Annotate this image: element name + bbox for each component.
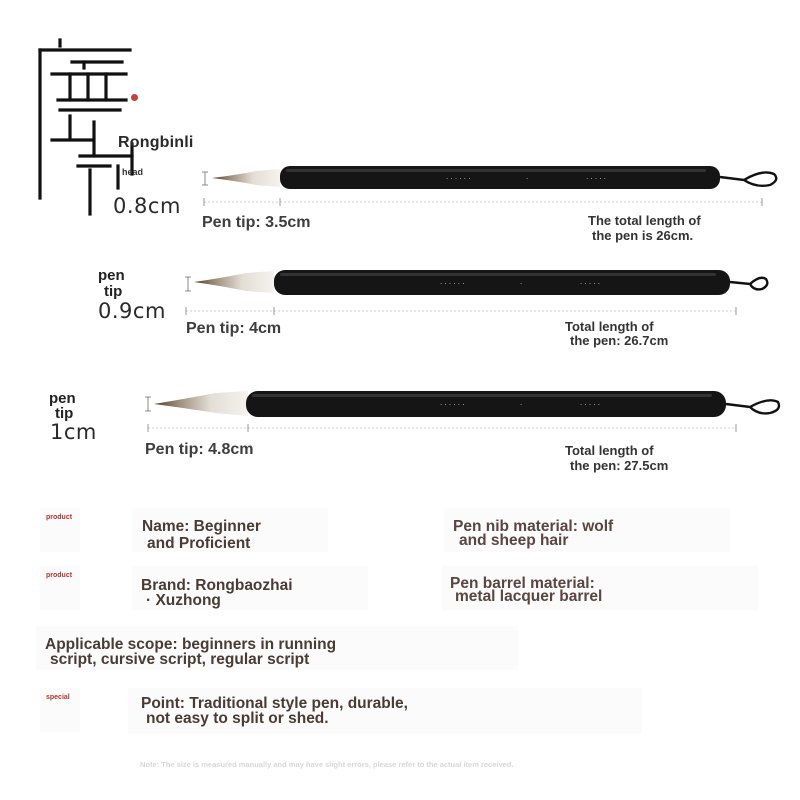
pen-2-tip-label-2: tip xyxy=(104,283,123,300)
svg-text:·: · xyxy=(520,280,523,288)
seal-dot xyxy=(131,94,138,101)
brush-pen-3 xyxy=(140,388,785,438)
pen-2-tip-size: 0.9cm xyxy=(98,299,166,323)
spec-barrel-2: metal lacquer barrel xyxy=(455,588,603,605)
pen-1-total-length-2: the pen is 26cm. xyxy=(592,228,694,243)
head-label: head xyxy=(122,167,144,177)
brush-pen-2 xyxy=(180,265,780,320)
svg-text:· · · · ·: · · · · · xyxy=(580,280,601,288)
pen-1-tip-size: 0.8cm xyxy=(113,194,181,218)
svg-text:·: · xyxy=(526,175,529,183)
svg-text:· · · · · ·: · · · · · · xyxy=(440,280,465,288)
pen-3-tip-size: 1cm xyxy=(50,420,97,444)
spec-name-2: and Proficient xyxy=(147,535,251,552)
spec-brand-2: · Xuzhong xyxy=(146,592,221,609)
spec-brand-1: Brand: Rongbaozhai xyxy=(141,577,293,594)
spec-point-1: Point: Traditional style pen, durable, xyxy=(141,695,408,712)
pen-1-total-length-1: The total length of xyxy=(588,213,701,228)
spec-nib-2: and sheep hair xyxy=(459,532,569,549)
pen-3-total-length-1: Total length of xyxy=(565,443,654,458)
brand-name: Rongbinli xyxy=(118,134,194,151)
svg-text:· · · · · ·: · · · · · · xyxy=(440,401,465,409)
spec-point-2: not easy to split or shed. xyxy=(146,710,329,727)
svg-text:· · · · ·: · · · · · xyxy=(586,175,607,183)
spec-name-1: Name: Beginner xyxy=(142,518,261,535)
svg-text:· · · · ·: · · · · · xyxy=(580,401,601,409)
pen-2-total-length-2: the pen: 26.7cm xyxy=(570,333,669,348)
pen-3-tip-label-1: pen xyxy=(49,390,76,407)
brush-pen-1 xyxy=(196,160,786,210)
spec-tag-product-2: product xyxy=(46,572,73,579)
pen-3-tip-label-2: tip xyxy=(55,405,74,422)
spec-tag-special: special xyxy=(46,694,70,701)
spec-scope-1: Applicable scope: beginners in running xyxy=(45,636,337,653)
spec-tag-product-1: product xyxy=(46,514,73,521)
spec-scope-2: script, cursive script, regular script xyxy=(50,651,310,668)
pen-2-total-length-1: Total length of xyxy=(565,319,654,334)
svg-text:· · · · · ·: · · · · · · xyxy=(446,175,471,183)
pen-3-tip-length: Pen tip: 4.8cm xyxy=(145,441,254,458)
svg-text:·: · xyxy=(520,401,523,409)
pen-1-tip-length: Pen tip: 3.5cm xyxy=(202,214,311,231)
spec-nib-1: Pen nib material: wolf xyxy=(453,518,614,535)
pen-3-total-length-2: the pen: 27.5cm xyxy=(570,458,669,473)
pen-2-tip-label-1: pen xyxy=(98,267,125,284)
spec-barrel-1: Pen barrel material: xyxy=(450,575,595,592)
pen-2-tip-length: Pen tip: 4cm xyxy=(186,320,282,337)
disclaimer-note: Note: The size is measured manually and may have slight errors, please refer to the actual item received. xyxy=(140,760,514,769)
